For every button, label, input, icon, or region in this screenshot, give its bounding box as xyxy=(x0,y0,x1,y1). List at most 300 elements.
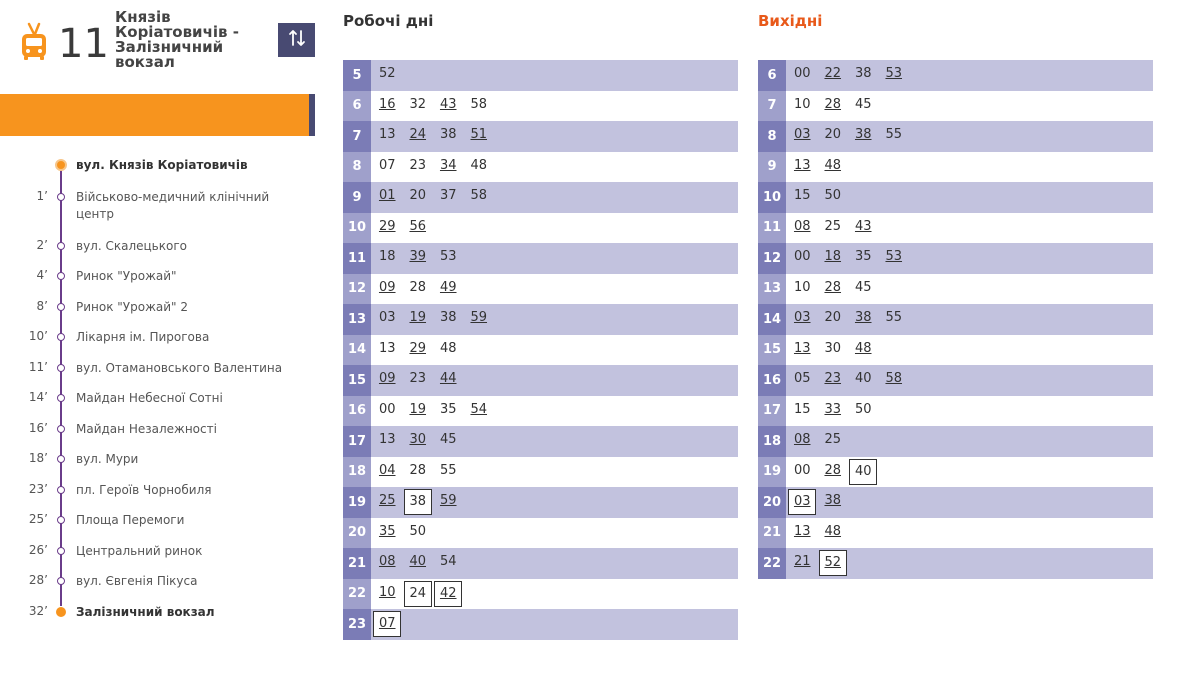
stop-marker-icon xyxy=(57,272,65,280)
swap-arrows-icon xyxy=(288,28,306,52)
hour-cell: 14 xyxy=(758,304,786,335)
minute-label: 30 xyxy=(824,340,842,356)
minute-label: 00 xyxy=(793,462,811,478)
departure-minute[interactable] xyxy=(818,306,849,332)
departure-minute[interactable] xyxy=(433,93,464,119)
minute-label: 58 xyxy=(885,371,903,387)
minutes-list xyxy=(786,489,848,515)
minute-label: 18 xyxy=(378,249,396,265)
departure-minute[interactable] xyxy=(818,337,849,363)
minute-label: 10 xyxy=(793,279,811,295)
departure-minute[interactable] xyxy=(433,306,464,332)
departure-minute[interactable] xyxy=(372,398,403,424)
minute-label: 59 xyxy=(470,310,488,326)
minute-label: 22 xyxy=(824,66,842,82)
timetable-row xyxy=(343,121,738,152)
departure-minute[interactable] xyxy=(404,489,432,515)
departure-minute[interactable] xyxy=(819,550,847,576)
departure-minute[interactable] xyxy=(372,276,403,302)
departure-minute[interactable] xyxy=(787,520,818,546)
departure-minute[interactable] xyxy=(433,398,464,424)
minute-label: 28 xyxy=(824,96,842,112)
minute-label: 23 xyxy=(409,371,427,387)
departure-minute[interactable] xyxy=(787,276,818,302)
weekend-timetable xyxy=(758,60,1153,579)
stop-time: 28’ xyxy=(28,573,48,587)
minute-label: 50 xyxy=(824,188,842,204)
minutes-list xyxy=(786,550,848,576)
timetable-row xyxy=(758,457,1153,488)
departure-minute[interactable] xyxy=(403,428,434,454)
departure-minute[interactable] xyxy=(403,367,434,393)
minute-label: 09 xyxy=(378,279,396,295)
minute-label: 03 xyxy=(793,310,811,326)
stop-item[interactable] xyxy=(0,477,320,501)
minute-label: 58 xyxy=(470,96,488,112)
minute-label: 38 xyxy=(824,493,842,509)
departure-minute[interactable] xyxy=(403,276,434,302)
departure-minute[interactable] xyxy=(404,581,432,607)
minute-label: 48 xyxy=(824,157,842,173)
departure-minute[interactable] xyxy=(372,215,403,241)
minute-label: 08 xyxy=(793,218,811,234)
timetable-row xyxy=(758,213,1153,244)
minute-label: 45 xyxy=(854,96,872,112)
minute-label: 45 xyxy=(439,432,457,448)
stop-item[interactable] xyxy=(0,184,320,221)
timetable-row xyxy=(343,91,738,122)
departure-minute[interactable] xyxy=(464,398,495,424)
departure-minute[interactable] xyxy=(818,93,849,119)
stop-time: 16’ xyxy=(28,421,48,435)
departure-minute[interactable] xyxy=(403,520,434,546)
departure-minute[interactable] xyxy=(372,184,403,210)
hour-cell: 18 xyxy=(343,457,371,488)
minute-label: 38 xyxy=(854,127,872,143)
departure-minute[interactable] xyxy=(433,337,464,363)
minutes-list xyxy=(371,367,464,393)
departure-minute[interactable] xyxy=(787,428,818,454)
departure-minute[interactable] xyxy=(818,398,849,424)
hour-cell: 8 xyxy=(343,152,371,183)
timetable-row xyxy=(343,304,738,335)
timetable-row xyxy=(343,182,738,213)
weekday-timetable xyxy=(343,60,738,640)
stop-item[interactable] xyxy=(0,385,320,409)
timetable-row xyxy=(343,213,738,244)
stop-time: 8’ xyxy=(36,299,48,313)
departure-minute[interactable] xyxy=(818,215,849,241)
departure-minute[interactable] xyxy=(848,245,879,271)
minute-label: 03 xyxy=(793,494,811,510)
hour-cell: 6 xyxy=(343,91,371,122)
stop-item[interactable] xyxy=(0,507,320,531)
departure-minute[interactable] xyxy=(787,245,818,271)
departure-minute[interactable] xyxy=(788,489,816,515)
hour-cell: 21 xyxy=(343,548,371,579)
departure-minute[interactable] xyxy=(433,489,464,515)
minute-label: 48 xyxy=(824,523,842,539)
hour-cell: 23 xyxy=(343,609,371,640)
hour-cell: 17 xyxy=(343,426,371,457)
stop-item[interactable] xyxy=(0,446,320,470)
swap-direction-button[interactable] xyxy=(278,23,315,57)
minute-label: 04 xyxy=(378,462,396,478)
hour-cell: 10 xyxy=(758,182,786,213)
departure-minute[interactable] xyxy=(372,367,403,393)
trolleybus-icon xyxy=(20,22,48,62)
departure-minute[interactable] xyxy=(372,489,403,515)
hour-cell: 11 xyxy=(758,213,786,244)
minute-label: 28 xyxy=(824,462,842,478)
hour-cell: 13 xyxy=(758,274,786,305)
hour-cell: 7 xyxy=(343,121,371,152)
stop-marker-icon xyxy=(57,425,65,433)
timetable-row xyxy=(343,426,738,457)
route-number: 11 xyxy=(58,21,109,67)
minute-label: 08 xyxy=(378,554,396,570)
stop-marker-icon xyxy=(57,394,65,402)
departure-minute[interactable] xyxy=(818,154,849,180)
departure-minute[interactable] xyxy=(787,154,818,180)
minute-label: 00 xyxy=(793,249,811,265)
minute-label: 07 xyxy=(378,616,396,632)
minute-label: 50 xyxy=(409,523,427,539)
minute-label: 40 xyxy=(409,554,427,570)
departure-minute[interactable] xyxy=(433,154,464,180)
stop-item[interactable] xyxy=(0,538,320,562)
departure-minute[interactable] xyxy=(787,184,818,210)
departure-minute[interactable] xyxy=(372,62,403,88)
stop-name: Ринок "Урожай" xyxy=(76,269,177,283)
stop-name: Залізничний вокзал xyxy=(76,605,215,619)
departure-minute[interactable] xyxy=(372,459,403,485)
departure-minute[interactable] xyxy=(403,459,434,485)
departure-minute[interactable] xyxy=(818,245,849,271)
hour-cell: 20 xyxy=(343,518,371,549)
departure-minute[interactable] xyxy=(372,550,403,576)
departure-minute[interactable] xyxy=(464,154,495,180)
stop-item[interactable] xyxy=(0,599,320,623)
minutes-list xyxy=(371,306,494,332)
stop-name: Центральний ринок xyxy=(76,544,203,558)
minutes-list xyxy=(371,245,464,271)
departure-minute[interactable] xyxy=(372,520,403,546)
minute-label: 03 xyxy=(793,127,811,143)
timetable-row xyxy=(758,335,1153,366)
departure-minute[interactable] xyxy=(848,276,879,302)
minute-label: 28 xyxy=(824,279,842,295)
departure-minute[interactable] xyxy=(818,62,849,88)
stop-time: 18’ xyxy=(28,451,48,465)
minute-label: 42 xyxy=(439,585,457,601)
departure-minute[interactable] xyxy=(818,184,849,210)
hour-cell: 5 xyxy=(343,60,371,91)
departure-minute[interactable] xyxy=(464,184,495,210)
hour-cell: 15 xyxy=(343,365,371,396)
departure-minute[interactable] xyxy=(848,398,879,424)
departure-minute[interactable] xyxy=(787,215,818,241)
hour-cell: 16 xyxy=(343,396,371,427)
stop-name: вул. Мури xyxy=(76,452,139,466)
hour-cell: 6 xyxy=(758,60,786,91)
minute-label: 44 xyxy=(439,371,457,387)
departure-minute[interactable] xyxy=(433,184,464,210)
minutes-list xyxy=(371,550,464,576)
departure-minute[interactable] xyxy=(433,459,464,485)
departure-minute[interactable] xyxy=(433,276,464,302)
stop-item[interactable] xyxy=(0,324,320,348)
hour-cell: 11 xyxy=(343,243,371,274)
departure-minute[interactable] xyxy=(879,123,910,149)
minutes-list xyxy=(786,520,848,546)
departure-minute[interactable] xyxy=(372,93,403,119)
timetable-row xyxy=(343,548,738,579)
stop-item[interactable] xyxy=(0,263,320,287)
minute-label: 56 xyxy=(409,218,427,234)
departure-minute[interactable] xyxy=(848,215,879,241)
departure-minute[interactable] xyxy=(403,550,434,576)
minute-label: 38 xyxy=(439,310,457,326)
minute-label: 39 xyxy=(409,249,427,265)
departure-minute[interactable] xyxy=(818,489,849,515)
timetable-row xyxy=(343,396,738,427)
departure-minute[interactable] xyxy=(787,93,818,119)
departure-minute[interactable] xyxy=(433,550,464,576)
departure-minute[interactable] xyxy=(372,306,403,332)
stop-item[interactable] xyxy=(0,233,320,257)
minute-label: 48 xyxy=(854,340,872,356)
departure-minute[interactable] xyxy=(464,306,495,332)
departure-minute[interactable] xyxy=(787,337,818,363)
stop-item[interactable] xyxy=(0,152,320,176)
minutes-list xyxy=(371,154,494,180)
minute-label: 23 xyxy=(409,157,427,173)
departure-minute[interactable] xyxy=(403,215,434,241)
stop-marker-icon xyxy=(57,193,65,201)
stop-name: Ринок "Урожай" 2 xyxy=(76,300,189,314)
weekday-title: Робочі дні xyxy=(343,12,434,30)
minute-label: 53 xyxy=(439,249,457,265)
departure-minute[interactable] xyxy=(787,550,818,576)
stop-marker-icon xyxy=(56,607,66,617)
departure-minute[interactable] xyxy=(818,276,849,302)
minute-label: 13 xyxy=(793,157,811,173)
minute-label: 18 xyxy=(824,249,842,265)
hour-cell: 10 xyxy=(343,213,371,244)
departure-minute[interactable] xyxy=(403,123,434,149)
timetable-row xyxy=(343,487,738,518)
departure-minute[interactable] xyxy=(879,367,910,393)
minute-label: 13 xyxy=(378,432,396,448)
minute-label: 16 xyxy=(378,96,396,112)
hour-cell: 21 xyxy=(758,518,786,549)
minutes-list xyxy=(786,62,909,88)
minute-label: 29 xyxy=(378,218,396,234)
minutes-list xyxy=(786,123,909,149)
minute-label: 19 xyxy=(409,310,427,326)
hour-cell: 12 xyxy=(758,243,786,274)
minute-label: 03 xyxy=(378,310,396,326)
departure-minute[interactable] xyxy=(372,581,403,607)
departure-minute[interactable] xyxy=(464,93,495,119)
departure-minute[interactable] xyxy=(818,428,849,454)
stop-time: 32’ xyxy=(28,604,48,618)
departure-minute[interactable] xyxy=(433,428,464,454)
minutes-list xyxy=(371,428,464,454)
departure-minute[interactable] xyxy=(372,123,403,149)
stop-time: 26’ xyxy=(28,543,48,557)
minutes-list xyxy=(371,581,464,607)
minutes-list xyxy=(786,306,909,332)
hour-cell: 9 xyxy=(343,182,371,213)
minute-label: 55 xyxy=(885,127,903,143)
minute-label: 38 xyxy=(854,310,872,326)
timetable-row xyxy=(758,182,1153,213)
minute-label: 49 xyxy=(439,279,457,295)
departure-minute[interactable] xyxy=(848,306,879,332)
departure-minute[interactable] xyxy=(787,123,818,149)
timetable-row xyxy=(758,548,1153,579)
departure-minute[interactable] xyxy=(879,306,910,332)
minute-label: 51 xyxy=(470,127,488,143)
departure-minute[interactable] xyxy=(403,184,434,210)
departure-minute[interactable] xyxy=(849,459,877,485)
minute-label: 10 xyxy=(378,584,396,600)
minutes-list xyxy=(786,93,879,119)
timetable-row xyxy=(343,152,738,183)
hour-cell: 12 xyxy=(343,274,371,305)
departure-minute[interactable] xyxy=(464,123,495,149)
departure-minute[interactable] xyxy=(818,520,849,546)
minute-label: 10 xyxy=(793,96,811,112)
minute-label: 53 xyxy=(885,66,903,82)
stop-marker-icon xyxy=(57,333,65,341)
departure-minute[interactable] xyxy=(848,62,879,88)
stop-name: Площа Перемоги xyxy=(76,513,185,527)
minute-label: 21 xyxy=(793,554,811,570)
minute-label: 20 xyxy=(409,188,427,204)
stop-item[interactable] xyxy=(0,355,320,379)
departure-minute[interactable] xyxy=(879,245,910,271)
departure-minute[interactable] xyxy=(372,428,403,454)
departure-minute[interactable] xyxy=(848,93,879,119)
minutes-list xyxy=(371,93,494,119)
departure-minute[interactable] xyxy=(818,123,849,149)
minute-label: 52 xyxy=(824,555,842,571)
hour-cell: 14 xyxy=(343,335,371,366)
departure-minute[interactable] xyxy=(372,154,403,180)
minute-label: 38 xyxy=(409,494,427,510)
stop-name: вул. Отамановського Валентина xyxy=(76,361,283,375)
minute-label: 25 xyxy=(824,218,842,234)
minute-label: 19 xyxy=(409,401,427,417)
minute-label: 58 xyxy=(470,188,488,204)
departure-minute[interactable] xyxy=(818,459,849,485)
minute-label: 48 xyxy=(439,340,457,356)
stop-marker-icon xyxy=(57,486,65,494)
departure-minute[interactable] xyxy=(403,306,434,332)
minute-label: 54 xyxy=(439,554,457,570)
minute-label: 25 xyxy=(378,493,396,509)
departure-minute[interactable] xyxy=(787,306,818,332)
minutes-list xyxy=(786,184,848,210)
departure-minute[interactable] xyxy=(787,398,818,424)
departure-minute[interactable] xyxy=(372,337,403,363)
minute-label: 38 xyxy=(854,66,872,82)
stop-name: вул. Євгенія Пікуса xyxy=(76,574,198,588)
departure-minute[interactable] xyxy=(373,611,401,637)
minute-label: 13 xyxy=(378,127,396,143)
departure-minute[interactable] xyxy=(433,123,464,149)
departure-minute[interactable] xyxy=(403,154,434,180)
departure-minute[interactable] xyxy=(787,459,818,485)
departure-minute[interactable] xyxy=(433,245,464,271)
stop-marker-icon xyxy=(57,577,65,585)
minutes-list xyxy=(371,215,433,241)
departure-minute[interactable] xyxy=(372,245,403,271)
departure-minute[interactable] xyxy=(787,62,818,88)
minute-label: 43 xyxy=(439,96,457,112)
departure-minute[interactable] xyxy=(818,367,849,393)
timetable-row xyxy=(758,243,1153,274)
minutes-list xyxy=(371,459,464,485)
stop-time: 10’ xyxy=(28,329,48,343)
stop-marker-icon xyxy=(57,364,65,372)
minutes-list xyxy=(786,367,909,393)
minute-label: 40 xyxy=(854,463,872,479)
minute-label: 30 xyxy=(409,432,427,448)
departure-minute[interactable] xyxy=(433,367,464,393)
timetable-row xyxy=(343,579,738,610)
timetable-row xyxy=(758,304,1153,335)
hour-cell: 16 xyxy=(758,365,786,396)
departure-minute[interactable] xyxy=(787,367,818,393)
route-progress-bar xyxy=(0,94,315,136)
stop-item[interactable] xyxy=(0,568,320,592)
minutes-list xyxy=(371,276,464,302)
minute-label: 00 xyxy=(378,401,396,417)
stop-marker-icon xyxy=(57,242,65,250)
departure-minute[interactable] xyxy=(403,245,434,271)
departure-minute[interactable] xyxy=(403,93,434,119)
minute-label: 38 xyxy=(439,127,457,143)
departure-minute[interactable] xyxy=(848,123,879,149)
minute-label: 05 xyxy=(793,371,811,387)
departure-minute[interactable] xyxy=(403,398,434,424)
timetable-row xyxy=(343,365,738,396)
timetable-row xyxy=(343,335,738,366)
stop-marker-icon xyxy=(57,547,65,555)
timetable-row xyxy=(758,426,1153,457)
departure-minute[interactable] xyxy=(434,581,462,607)
minute-label: 55 xyxy=(885,310,903,326)
stop-item[interactable] xyxy=(0,294,320,318)
timetable-row xyxy=(343,518,738,549)
stop-item[interactable] xyxy=(0,416,320,440)
departure-minute[interactable] xyxy=(848,337,879,363)
minute-label: 20 xyxy=(824,127,842,143)
timetable-row xyxy=(343,243,738,274)
minutes-list xyxy=(371,398,494,424)
minutes-list xyxy=(371,611,403,637)
departure-minute[interactable] xyxy=(879,62,910,88)
stop-name: Майдан Небесної Сотні xyxy=(76,391,223,405)
minutes-list xyxy=(786,276,879,302)
departure-minute[interactable] xyxy=(848,367,879,393)
stop-time: 23’ xyxy=(28,482,48,496)
departure-minute[interactable] xyxy=(403,337,434,363)
